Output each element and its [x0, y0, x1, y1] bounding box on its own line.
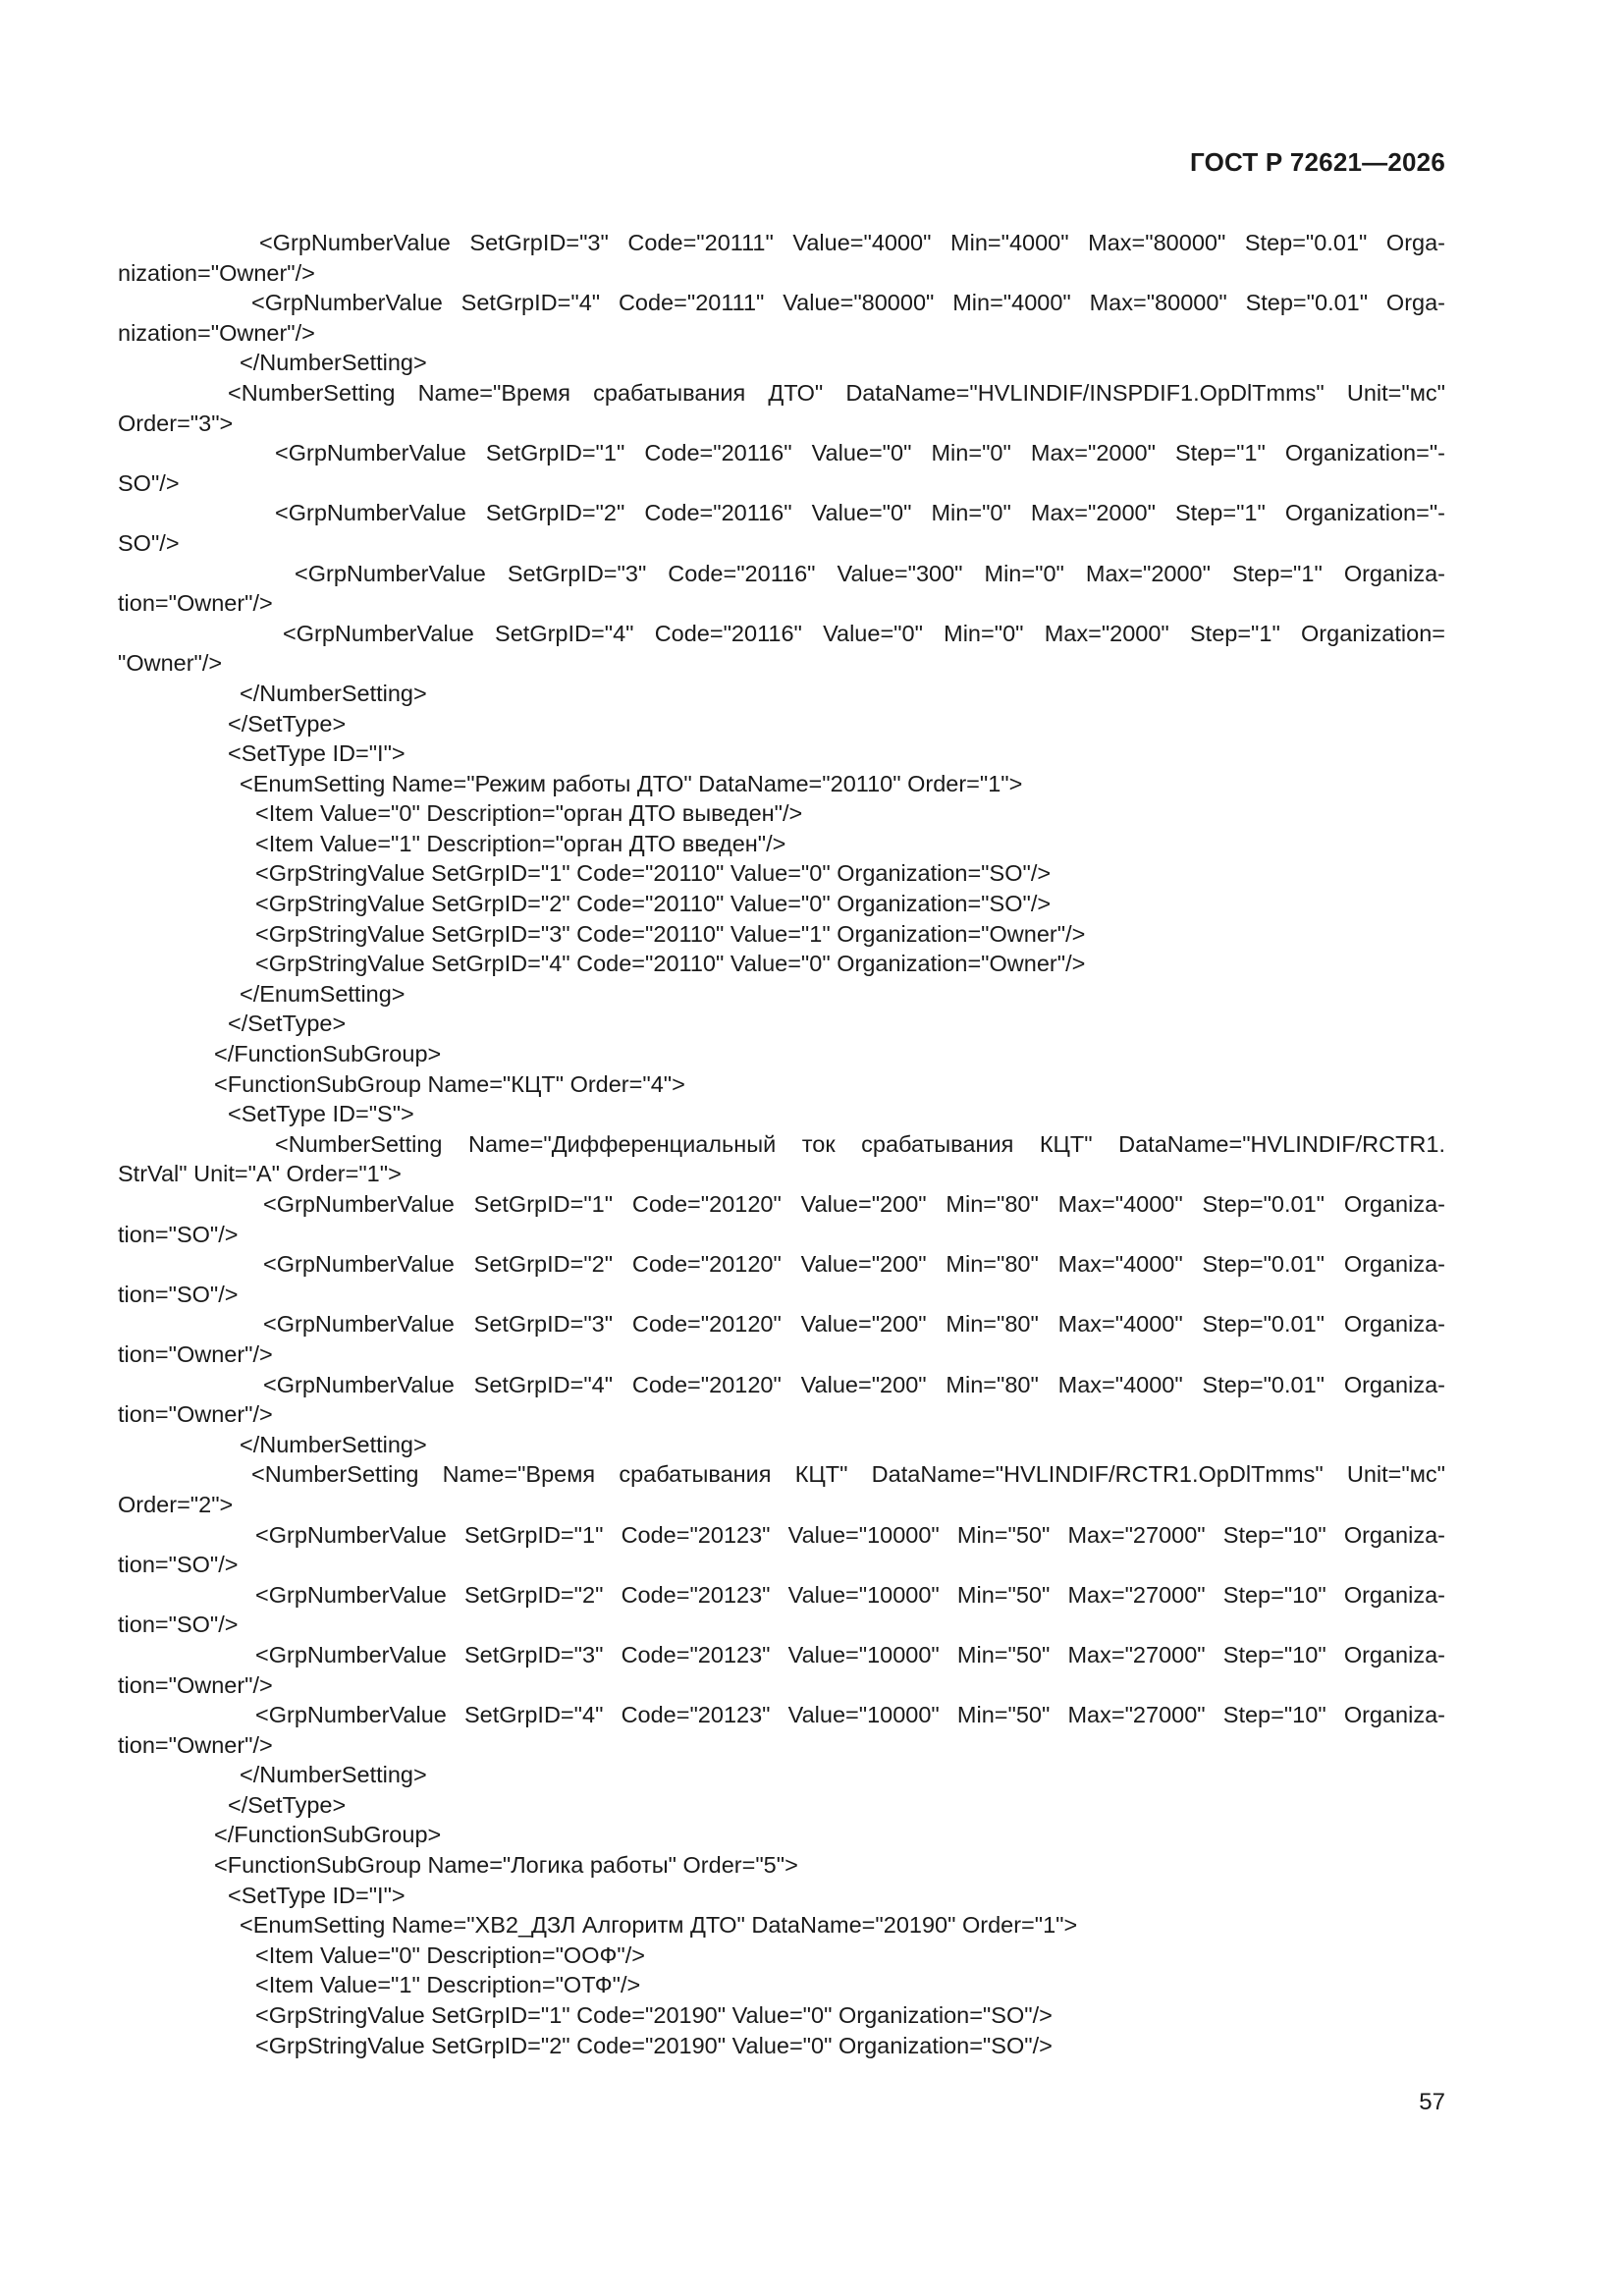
code-line: tion="SO"/> — [118, 1552, 239, 1578]
code-line: tion="SO"/> — [118, 1281, 239, 1307]
code-line: <GrpStringValue SetGrpID="2" Code="20110" Value="0" Organization="SO"/> — [255, 891, 1052, 917]
xml-listing — [118, 228, 1445, 2060]
code-line: <FunctionSubGroup Name="КЦТ" Order="4"> — [214, 1070, 685, 1097]
code-line: <Item Value="0" Description="ООФ"/> — [255, 1941, 645, 1968]
code-line: </FunctionSubGroup> — [214, 1041, 442, 1067]
code-line: <GrpStringValue SetGrpID="4" Code="20110" Value="0" Organization="Owner"/> — [255, 951, 1086, 977]
code-line: <NumberSetting Name="Время срабатывания КЦТ" DataName="HVLINDIF/RCTR1.OpDlTmms" Unit="мс" — [251, 1461, 1445, 1488]
code-line: Order="2"> — [118, 1491, 234, 1517]
code-line: <Item Value="1" Description="орган ДТО введен"/> — [255, 830, 786, 856]
code-line: <EnumSetting Name="ХВ2_ДЗЛ Алгоритм ДТО" DataName="20190" Order="1"> — [240, 1912, 1078, 1939]
document-header: ГОСТ Р 72621—2026 — [1190, 147, 1445, 177]
code-line: tion="Owner"/> — [118, 590, 273, 617]
code-line: <GrpNumberValue SetGrpID="4" Code="20123" Value="10000" Min="50" Max="27000" Step="10" Organiza- — [255, 1702, 1445, 1728]
code-line: <GrpNumberValue SetGrpID="3" Code="20116" Value="300" Min="0" Max="2000" Step="1" Organiza- — [295, 560, 1445, 586]
code-line: </NumberSetting> — [240, 1431, 427, 1457]
code-line: <GrpNumberValue SetGrpID="2" Code="20123" Value="10000" Min="50" Max="27000" Step="10" Organiza- — [255, 1581, 1445, 1608]
code-line: Order="3"> — [118, 410, 234, 436]
code-line: nization="Owner"/> — [118, 319, 315, 346]
code-line: <EnumSetting Name="Режим работы ДТО" DataName="20110" Order="1"> — [240, 770, 1023, 796]
code-line: </SetType> — [228, 1011, 347, 1037]
code-line: <GrpStringValue SetGrpID="2" Code="20190" Value="0" Organization="SO"/> — [255, 2032, 1053, 2058]
code-line: <GrpNumberValue SetGrpID="4" Code="20111" Value="80000" Min="4000" Max="80000" Step="0.01" Orga- — [251, 290, 1445, 316]
code-line: nization="Owner"/> — [118, 259, 315, 286]
code-line: <GrpNumberValue SetGrpID="3" Code="20123" Value="10000" Min="50" Max="27000" Step="10" Organiza- — [255, 1641, 1445, 1667]
page-number: 57 — [1419, 2089, 1445, 2115]
code-line: SO"/> — [118, 469, 180, 496]
code-line: <GrpNumberValue SetGrpID="3" Code="20120" Value="200" Min="80" Max="4000" Step="0.01" Organiza- — [263, 1311, 1445, 1338]
code-line: <GrpStringValue SetGrpID="3" Code="20110" Value="1" Organization="Owner"/> — [255, 920, 1086, 947]
code-line: tion="Owner"/> — [118, 1671, 273, 1698]
code-line: <GrpNumberValue SetGrpID="3" Code="20111" Value="4000" Min="4000" Max="80000" Step="0.01" Orga- — [259, 230, 1445, 255]
code-line: <Item Value="1" Description="ОТФ"/> — [255, 1972, 641, 1998]
code-line: tion="Owner"/> — [118, 1401, 273, 1428]
code-line: <GrpNumberValue SetGrpID="4" Code="20120" Value="200" Min="80" Max="4000" Step="0.01" Organiza- — [263, 1371, 1445, 1397]
code-line: <GrpStringValue SetGrpID="1" Code="20190" Value="0" Organization="SO"/> — [255, 2002, 1053, 2029]
code-line: <GrpNumberValue SetGrpID="4" Code="20116" Value="0" Min="0" Max="2000" Step="1" Organization= — [283, 620, 1445, 646]
code-line: tion="SO"/> — [118, 1221, 239, 1247]
code-line: <GrpNumberValue SetGrpID="1" Code="20120" Value="200" Min="80" Max="4000" Step="0.01" Organiza- — [263, 1191, 1445, 1217]
code-line: <Item Value="0" Description="орган ДТО выведен"/> — [255, 800, 803, 827]
code-line: <GrpNumberValue SetGrpID="2" Code="20116" Value="0" Min="0" Max="2000" Step="1" Organization="- — [275, 500, 1445, 526]
code-line: <SetType ID="I"> — [228, 740, 406, 767]
code-line: </EnumSetting> — [240, 980, 406, 1007]
code-line: </NumberSetting> — [240, 1762, 427, 1788]
code-line: <GrpNumberValue SetGrpID="1" Code="20116" Value="0" Min="0" Max="2000" Step="1" Organization="- — [275, 440, 1445, 466]
code-line: <SetType ID="S"> — [228, 1101, 414, 1127]
code-line: <NumberSetting Name="Время срабатывания ДТО" DataName="HVLINDIF/INSPDIF1.OpDlTmms" Unit="мс" — [228, 379, 1445, 406]
code-line: </FunctionSubGroup> — [214, 1822, 442, 1848]
code-line: <GrpNumberValue SetGrpID="2" Code="20120" Value="200" Min="80" Max="4000" Step="0.01" Organiza- — [263, 1251, 1445, 1278]
code-line: <GrpNumberValue SetGrpID="1" Code="20123" Value="10000" Min="50" Max="27000" Step="10" Organiza- — [255, 1521, 1445, 1548]
code-line: tion="SO"/> — [118, 1612, 239, 1638]
code-line: </NumberSetting> — [240, 350, 427, 376]
code-line: <GrpStringValue SetGrpID="1" Code="20110" Value="0" Organization="SO"/> — [255, 860, 1052, 887]
code-line: <NumberSetting Name="Дифференциальный ток срабатывания КЦТ" DataName="HVLINDIF/RCTR1. — [275, 1130, 1445, 1157]
code-line: <FunctionSubGroup Name="Логика работы" Order="5"> — [214, 1852, 798, 1879]
code-line: "Owner"/> — [118, 650, 223, 677]
code-line: StrVal" Unit="A" Order="1"> — [118, 1161, 402, 1187]
code-line: <SetType ID="I"> — [228, 1882, 406, 1908]
code-line: </NumberSetting> — [240, 680, 427, 706]
code-line: SO"/> — [118, 529, 180, 556]
code-line: </SetType> — [228, 710, 347, 737]
code-line: tion="Owner"/> — [118, 1340, 273, 1367]
code-line: tion="Owner"/> — [118, 1731, 273, 1758]
code-line: </SetType> — [228, 1791, 347, 1818]
